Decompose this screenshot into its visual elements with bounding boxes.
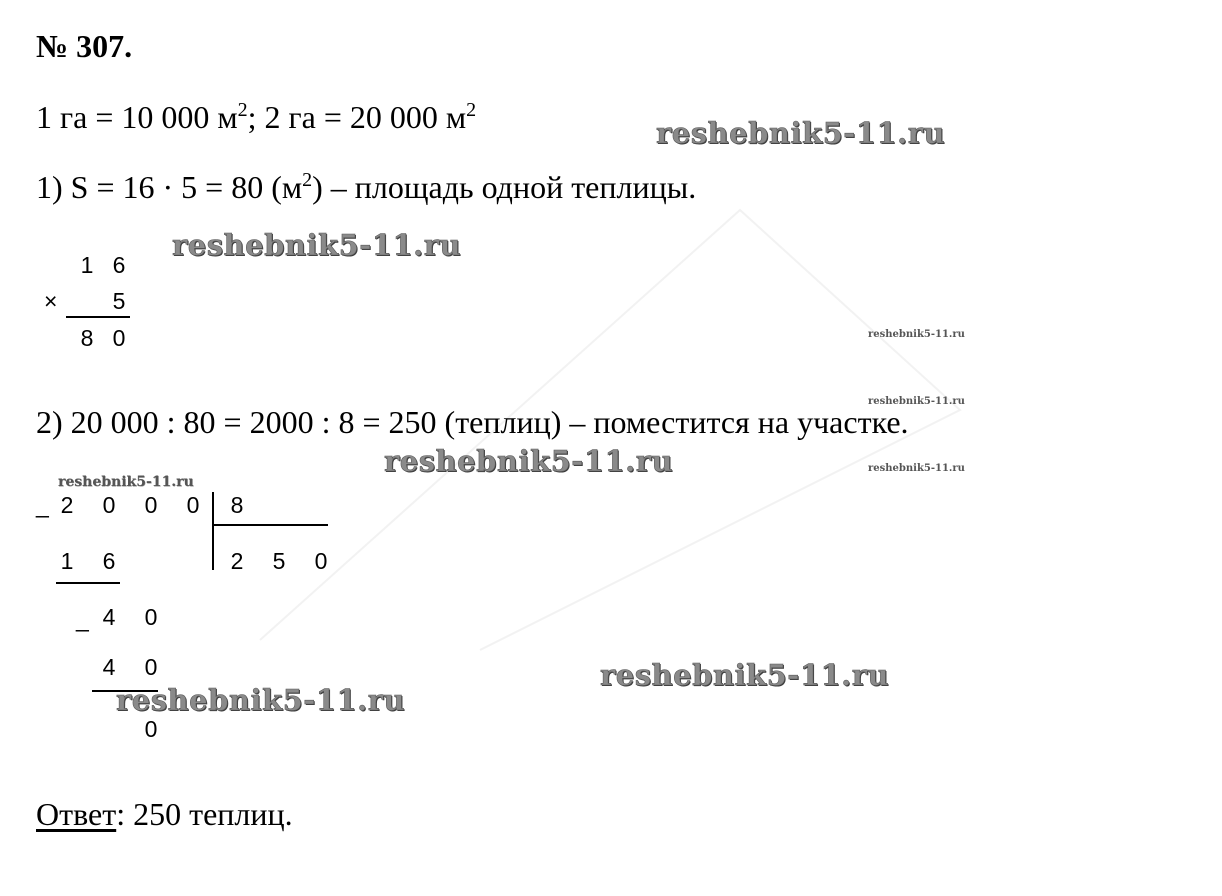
- mult-top-digit: 1: [80, 252, 94, 278]
- watermark-logo: reshebnik5-11.ru: [656, 116, 946, 150]
- division-minus-sign: _: [76, 606, 89, 632]
- step-1-sup: 2: [302, 169, 313, 191]
- quotient-digit: 5: [272, 548, 286, 574]
- mult-underline: [66, 316, 130, 318]
- watermark-logo: reshebnik5-11.ru: [172, 228, 462, 262]
- subtrahend-digit: 0: [144, 654, 158, 680]
- division-bracket-vertical: [212, 492, 214, 570]
- division-minus-sign: _: [36, 492, 49, 518]
- conversion-sup-2: 2: [466, 99, 477, 121]
- watermark-logo: reshebnik5-11.ru: [868, 329, 965, 340]
- dividend-digit: 2: [60, 492, 74, 518]
- watermark-logo: reshebnik5-11.ru: [384, 444, 674, 478]
- step-1-part-2: ) – площадь одной теплицы.: [312, 169, 697, 205]
- mult-result-digit: 8: [80, 325, 94, 351]
- answer-text: : 250 теплиц.: [116, 796, 293, 832]
- answer-label: Ответ: [36, 796, 117, 832]
- subtrahend-digit: 4: [102, 654, 116, 680]
- watermark-logo: reshebnik5-11.ru: [600, 658, 890, 692]
- subtrahend-digit: 1: [60, 548, 74, 574]
- conversion-part-1: 1 га = 10 000 м: [36, 99, 238, 135]
- watermark-logo: reshebnik5-11.ru: [58, 474, 194, 490]
- divisor: 8: [230, 492, 244, 518]
- watermark-logo: reshebnik5-11.ru: [868, 396, 965, 407]
- conversion-part-2: ; 2 га = 20 000 м: [247, 99, 467, 135]
- step-1-part-1: 1) S = 16 · 5 = 80 (м: [36, 169, 303, 205]
- problem-number: № 307.: [36, 28, 133, 64]
- quotient-digit: 2: [230, 548, 244, 574]
- unit-conversion-line: [36, 100, 476, 133]
- dividend-digit: 0: [186, 492, 200, 518]
- dividend-digit: 0: [144, 492, 158, 518]
- division-bracket-horizontal: [212, 524, 328, 526]
- multiply-sign: ×: [44, 288, 58, 314]
- answer-line: [36, 798, 293, 830]
- watermark-logo: reshebnik5-11.ru: [868, 463, 965, 474]
- mult-bottom-digit: 5: [112, 288, 126, 314]
- step-2-line: 2) 20 000 : 80 = 2000 : 8 = 250 (теплиц) – поместится на участке.: [36, 404, 909, 440]
- subtrahend-digit: 6: [102, 548, 116, 574]
- watermark-logo: reshebnik5-11.ru: [116, 683, 406, 717]
- conversion-sup-1: 2: [237, 99, 248, 121]
- step-1-line: [36, 170, 696, 203]
- mult-top-digit: 6: [112, 252, 126, 278]
- final-remainder: 0: [144, 716, 158, 742]
- division-underline-1: [56, 582, 120, 584]
- remainder-digit: 0: [144, 604, 158, 630]
- dividend-digit: 0: [102, 492, 116, 518]
- quotient-digit: 0: [314, 548, 328, 574]
- mult-result-digit: 0: [112, 325, 126, 351]
- remainder-digit: 4: [102, 604, 116, 630]
